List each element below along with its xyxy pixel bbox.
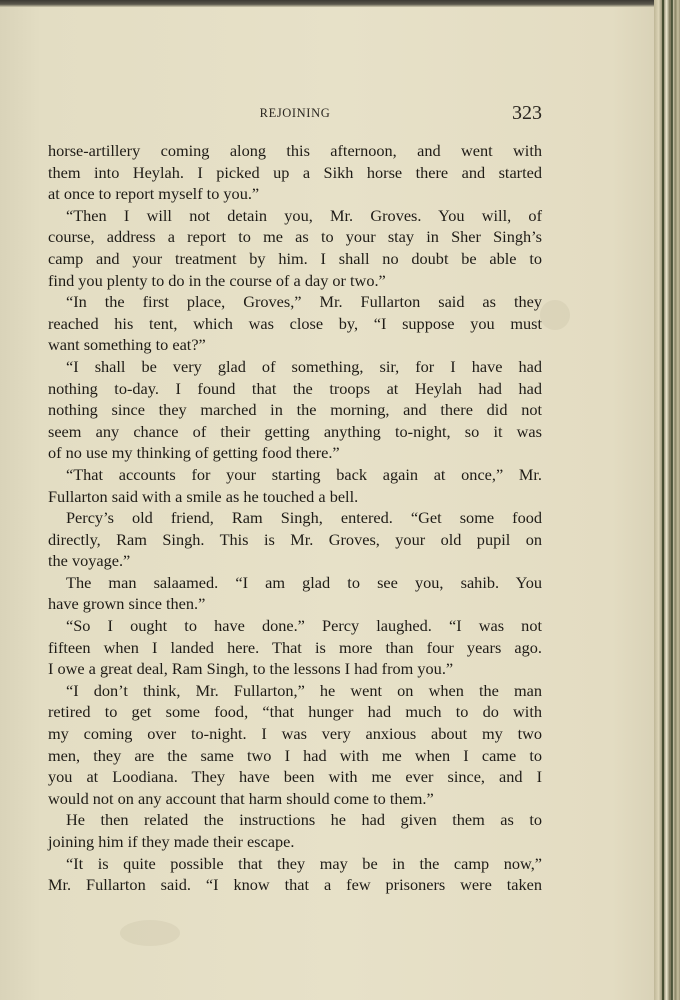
text-line: The man salaamed. “I am glad to see you, sahib. You — [66, 572, 542, 592]
text-line: the voyage.” — [48, 551, 131, 571]
paper-stain — [120, 920, 180, 946]
text-line: “I don’t think, Mr. Fullarton,” he went on when the man — [66, 680, 542, 700]
body-text — [48, 140, 542, 896]
text-line: Fullarton said with a smile as he touched a bell. — [48, 486, 359, 506]
text-line: camp and your treatment by him. I shall no doubt be able to — [48, 248, 542, 268]
text-line: “I shall be very glad of something, sir, for I have had — [66, 356, 542, 376]
text-line: “It is quite possible that they may be in the camp now,” — [66, 853, 542, 873]
text-line: He then related the instructions he had given them as to — [66, 810, 542, 830]
text-line: of no use my thinking of getting food there.” — [48, 443, 340, 463]
page-header — [48, 104, 542, 126]
text-line: course, address a report to me as to your stay in Sher Singh’s — [48, 227, 542, 247]
page-number: 323 — [512, 102, 542, 124]
text-line: my coming over to-night. I was very anxious about my two — [48, 724, 542, 744]
text-line: Percy’s old friend, Ram Singh, entered. “Get some food — [66, 508, 542, 528]
text-line: retired to get some food, “that hunger had much to do with — [48, 702, 542, 722]
text-line: at once to report myself to you.” — [48, 184, 260, 204]
text-line: “Then I will not detain you, Mr. Groves. You will, of — [66, 205, 542, 225]
text-line: nothing to-day. I found that the troops at Heylah had had — [48, 378, 542, 398]
text-line: want something to eat?” — [48, 335, 206, 355]
text-line: find you plenty to do in the course of a day or two.” — [48, 270, 386, 290]
text-line: men, they are the same two I had with me when I came to — [48, 745, 542, 765]
text-line: have grown since then.” — [48, 594, 206, 614]
text-line: “In the first place, Groves,” Mr. Fullarton said as they — [66, 292, 542, 312]
text-line: I owe a great deal, Ram Singh, to the lessons I had from you.” — [48, 659, 454, 679]
page-top-edge — [0, 0, 680, 7]
text-line: Mr. Fullarton said. “I know that a few prisoners were taken — [48, 875, 542, 895]
text-line: reached his tent, which was close by, “I suppose you must — [48, 313, 542, 333]
spine-line — [671, 0, 673, 1000]
text-line: nothing since they marched in the morning, and there did not — [48, 400, 542, 420]
book-spine-edge — [654, 0, 680, 1000]
text-line: would not on any account that harm should come to them.” — [48, 788, 434, 808]
text-line: horse-artillery coming along this afternoon, and went with — [48, 141, 542, 160]
text-line: “That accounts for your starting back again at once,” Mr. — [66, 464, 542, 484]
running-head: REJOINING — [259, 106, 331, 120]
spine-line — [662, 0, 664, 1000]
text-line: seem any chance of their getting anything to-night, so it was — [48, 421, 542, 441]
text-line: them into Heylah. I picked up a Sikh horse there and started — [48, 162, 542, 182]
text-line: “So I ought to have done.” Percy laughed. “I was not — [66, 616, 542, 636]
text-line: joining him if they made their escape. — [48, 832, 295, 851]
text-line: directly, Ram Singh. This is Mr. Groves, your old pupil on — [48, 529, 542, 549]
text-line: fifteen when I landed here. That is more than four years ago. — [48, 637, 542, 657]
text-line: you at Loodiana. They have been with me ever since, and I — [48, 767, 542, 787]
paper-stain — [540, 300, 570, 330]
